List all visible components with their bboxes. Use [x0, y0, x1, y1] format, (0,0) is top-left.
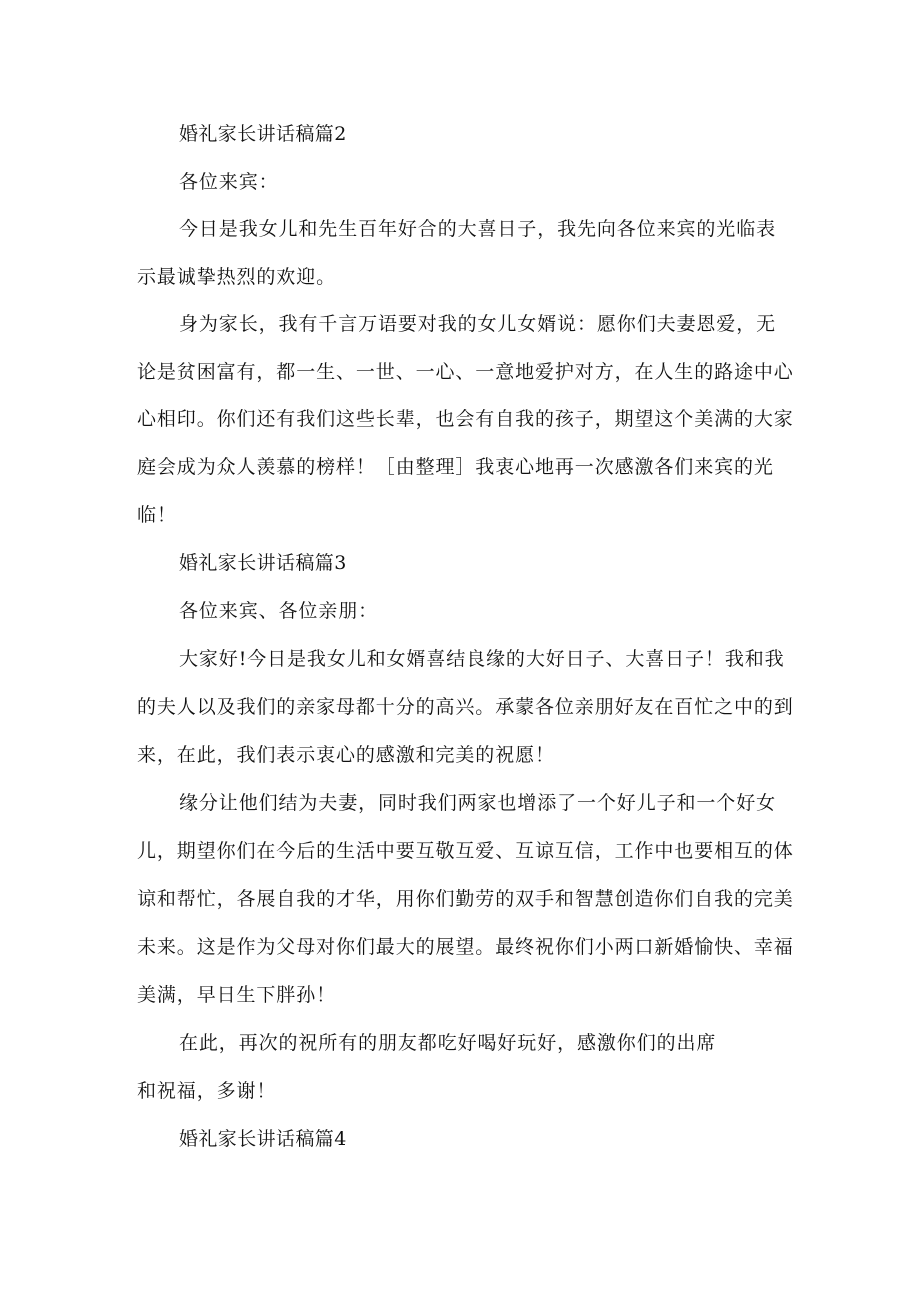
paragraph-4-line-2: 儿，期望你们在今后的生活中要互敬互爱、互谅互信，工作中也要相互的体: [137, 840, 794, 862]
paragraph-2-line-4: 庭会成为众人羡慕的榜样！［由整理］我衷心地再一次感激各们来宾的光: [137, 456, 774, 478]
paragraph-5-line-1: 在此，再次的祝所有的朋友都吃好喝好玩好，感激你们的出席: [179, 1032, 717, 1054]
greeting-2: 各位来宾：: [179, 171, 279, 193]
paragraph-2-line-1: 身为家长，我有千言万语要对我的女儿女婿说：愿你们夫妻恩爱，无: [179, 313, 777, 335]
section-heading-2: 婚礼家长讲话稿篇2: [179, 123, 347, 145]
section-heading-4: 婚礼家长讲话稿篇4: [179, 1128, 347, 1150]
paragraph-2-line-5: 临！: [137, 504, 177, 526]
paragraph-5-line-2: 和祝福，多谢！: [137, 1080, 277, 1102]
paragraph-4-line-4: 未来。这是作为父母对你们最大的展望。最终祝你们小两口新婚愉快、幸福: [137, 936, 794, 958]
paragraph-2-line-2: 论是贫困富有，都一生、一世、一心、一意地爱护对方，在人生的路途中心: [137, 361, 794, 383]
paragraph-4-line-3: 谅和帮忙，各展自我的才华，用你们勤劳的双手和智慧创造你们自我的完美: [137, 888, 794, 910]
paragraph-3-line-1: 大家好!今日是我女儿和女婿喜结良缘的大好日子、大喜日子！我和我: [179, 648, 785, 670]
paragraph-4-line-1: 缘分让他们结为夫妻，同时我们两家也增添了一个好儿子和一个好女: [179, 792, 777, 814]
paragraph-4-line-5: 美满，早日生下胖孙！: [137, 984, 337, 1006]
paragraph-2-line-3: 心相印。你们还有我们这些长辈，也会有自我的孩子，期望这个美满的大家: [137, 408, 794, 430]
paragraph-3-line-3: 来，在此，我们表示衷心的感激和完美的祝愿！: [137, 744, 555, 766]
paragraph-3-line-2: 的夫人以及我们的亲家母都十分的高兴。承蒙各位亲朋好友在百忙之中的到: [137, 696, 794, 718]
section-heading-3: 婚礼家长讲话稿篇3: [179, 552, 347, 574]
greeting-3: 各位来宾、各位亲朋：: [179, 600, 379, 622]
paragraph-1-line-1: 今日是我女儿和先生百年好合的大喜日子，我先向各位来宾的光临表: [179, 218, 777, 240]
paragraph-1-line-2: 示最诚挚热烈的欢迎。: [137, 266, 337, 288]
